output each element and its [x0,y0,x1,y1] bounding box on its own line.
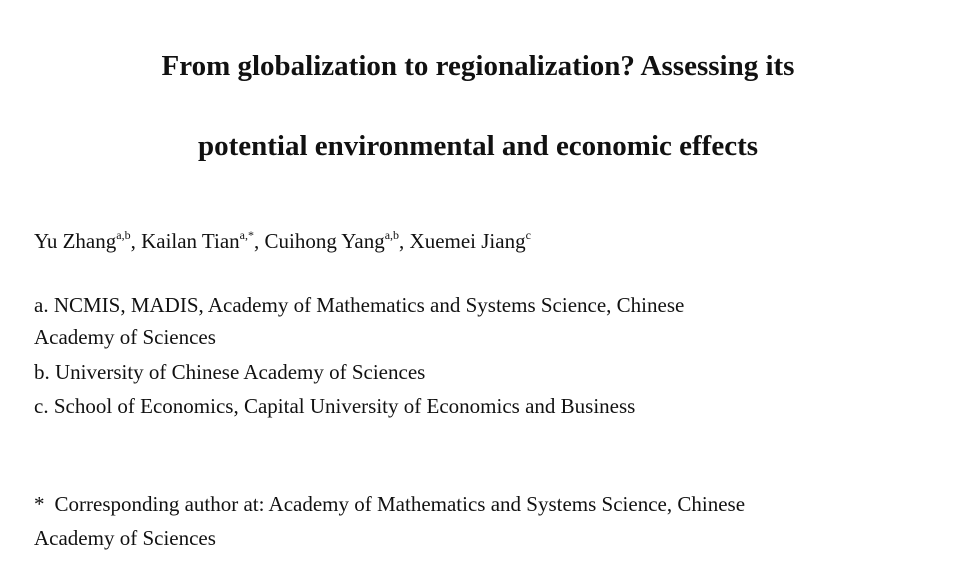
author-separator: , [130,229,142,253]
paper-title-line-1: From globalization to regionalization? Assessing its [161,50,795,82]
affiliation-a-line-2: Academy of Sciences [34,325,216,349]
affiliation-c: c. School of Economics, Capital University of Economics and Business [34,394,636,418]
author-name: Cuihong Yang [264,229,385,253]
author-list [34,226,531,256]
author-affiliation-mark: a,* [239,228,254,242]
paper-title-line-2: potential environmental and economic effects [197,130,759,162]
author-affiliation-mark: a,b [384,228,400,242]
author-name: Yu Zhang [34,229,117,253]
author-name: Kailan Tian [141,229,240,253]
author-affiliation-mark: a,b [116,228,131,242]
affiliation-a-line-1: a. NCMIS, MADIS, Academy of Mathematics and Systems Science, Chinese [34,293,685,317]
author-affiliation-mark: c [525,228,531,242]
author-separator: , [399,229,410,253]
corresponding-author-text: Corresponding author at: Academy of Mathematics and Systems Science, Chinese [54,492,746,516]
corresponding-author-line-1 [34,488,745,520]
affiliation-b: b. University of Chinese Academy of Sciences [34,360,426,384]
author-separator: , [254,229,265,253]
author-name: Xuemei Jiang [409,229,526,253]
corresponding-author-line-2: Academy of Sciences [34,526,216,550]
asterisk-icon: * [34,492,45,516]
